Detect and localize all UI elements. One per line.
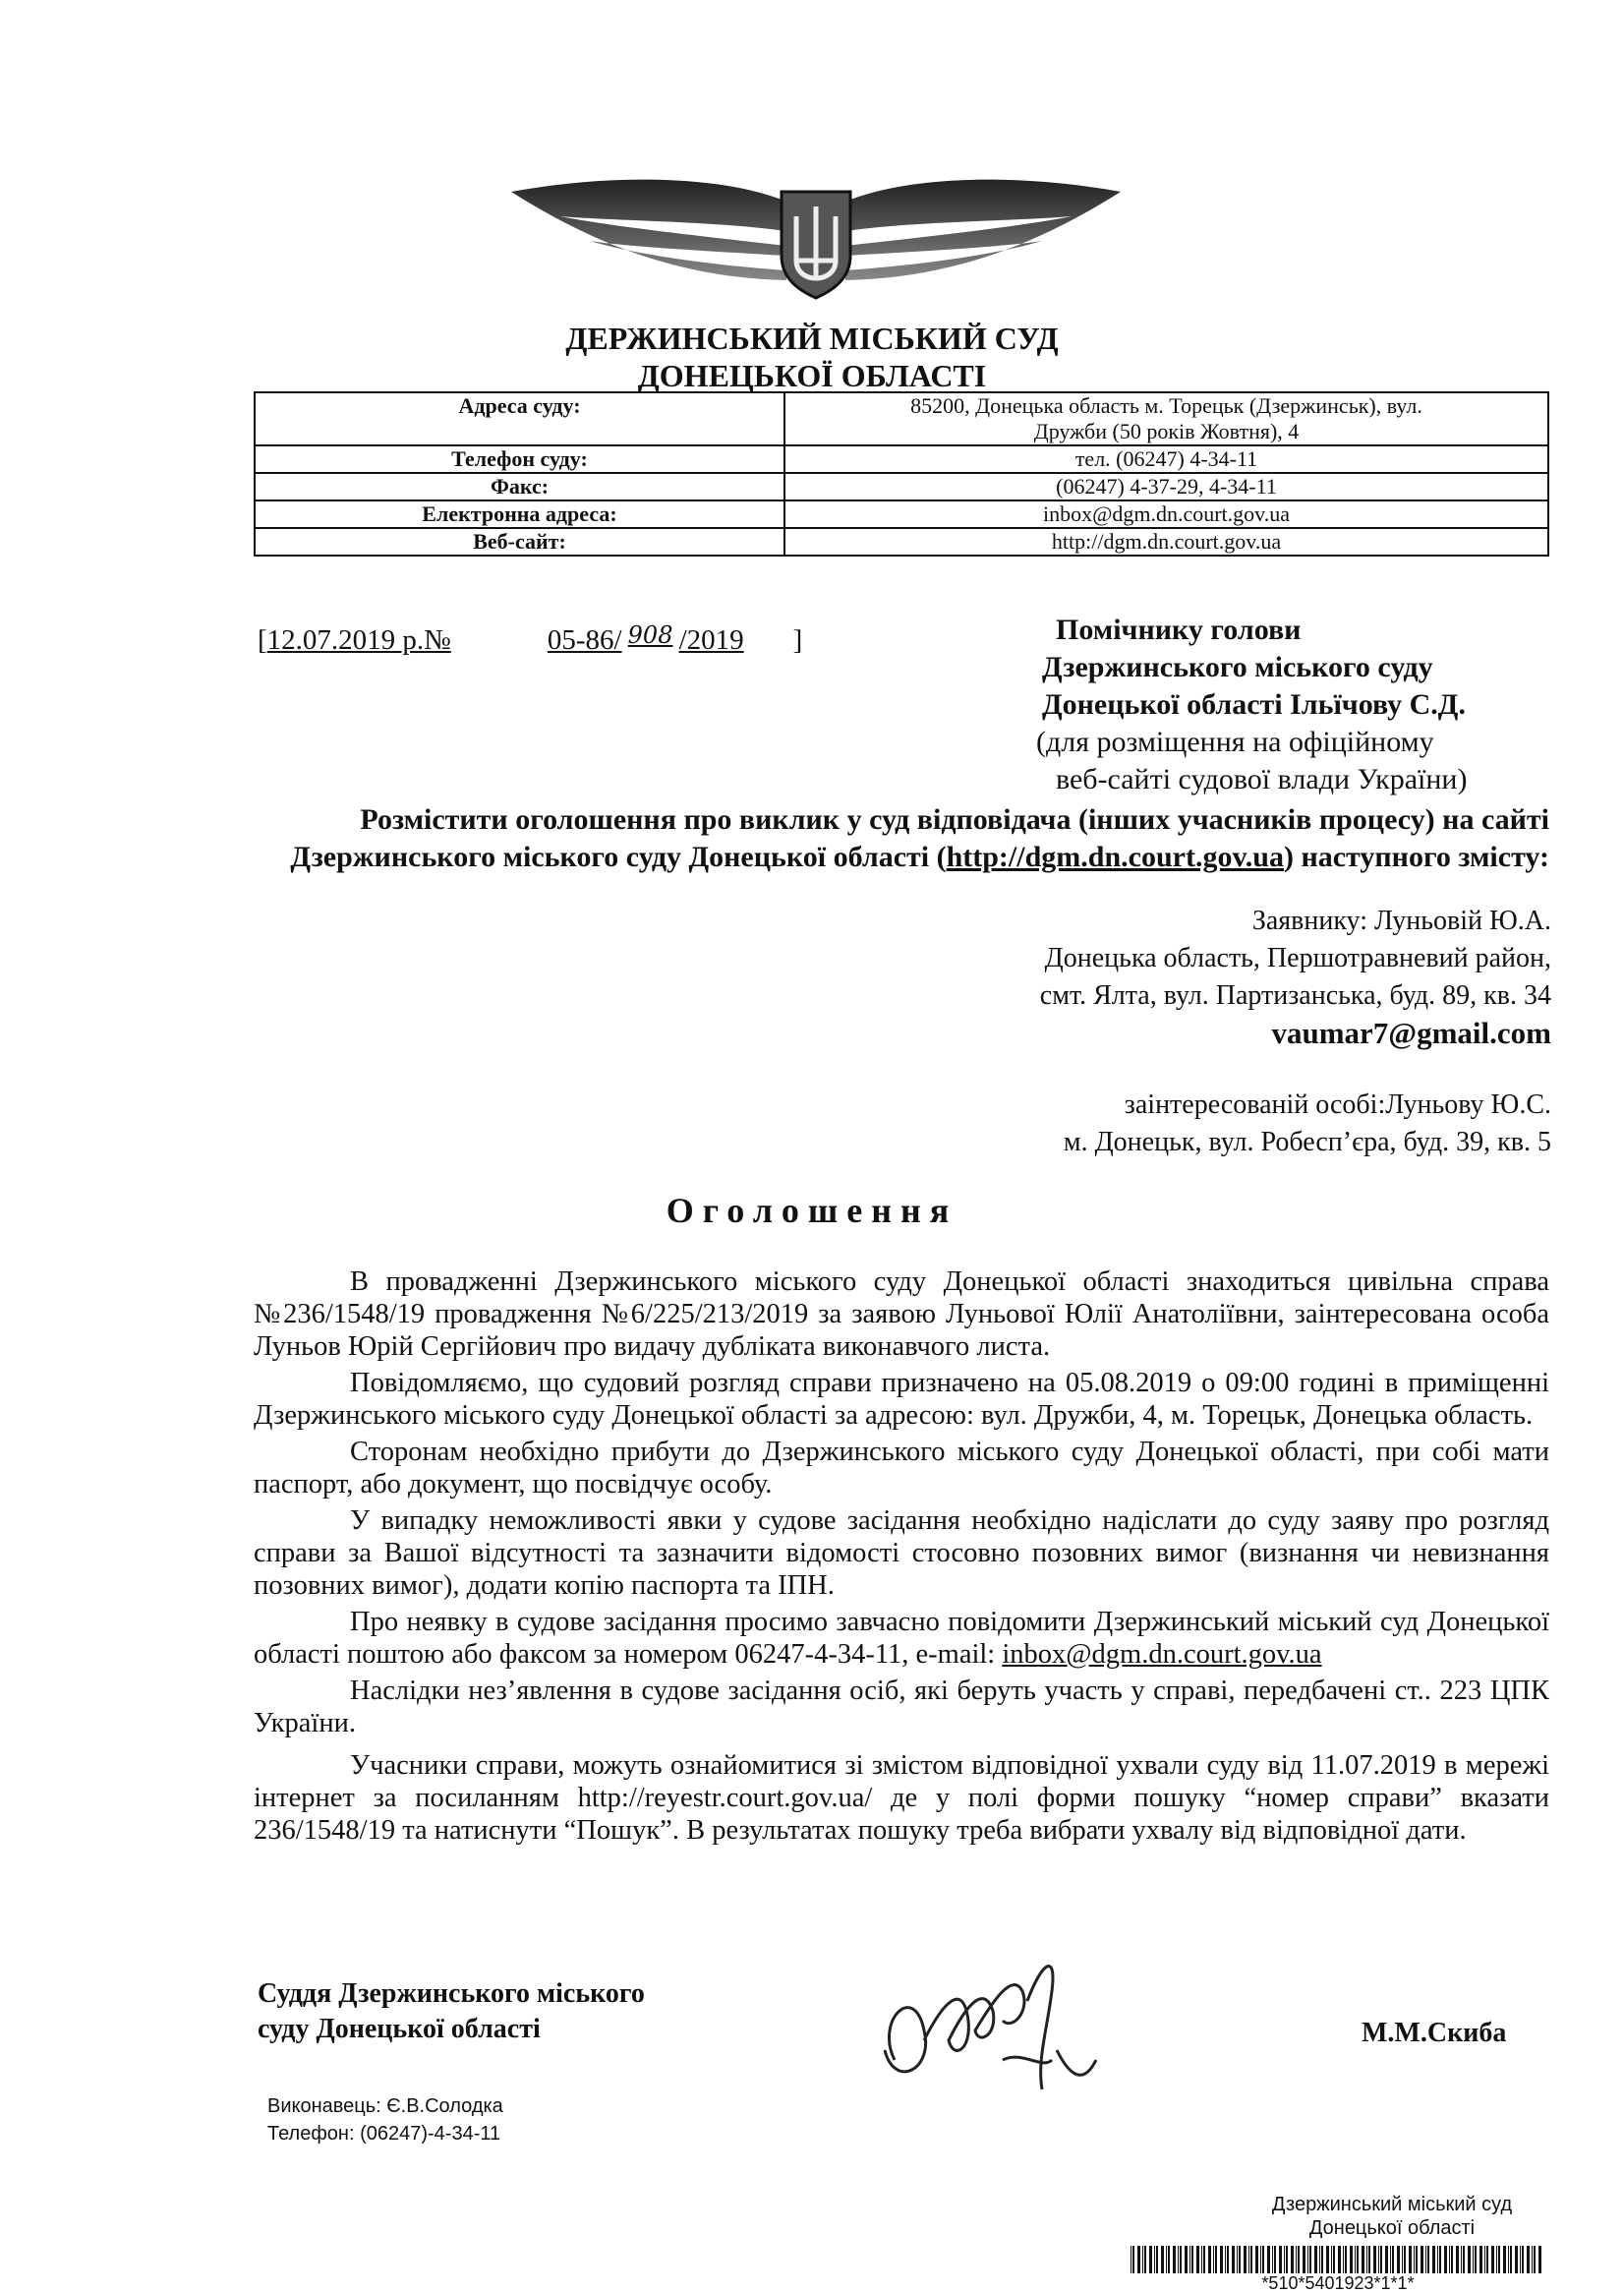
addressee-line3: Донецької області Ільїчову С.Д. <box>1042 688 1466 721</box>
applicant-block <box>1040 903 1551 1052</box>
registration-date: 12.07.2019 р.№ <box>266 624 451 656</box>
body-paragraph-3: Сторонам необхідно прибути до Дзержинського міського суду Донецької області, при собі мати паспорт, або документ, що посвідчує особу. <box>254 1437 1549 1500</box>
addressee-note1: (для розміщення на офіційному <box>1036 726 1434 758</box>
judge-role-line1: Суддя Дзержинського міського <box>258 1978 645 2009</box>
stamp-line2: Донецької області <box>1308 2217 1476 2239</box>
barcode <box>1131 2246 1545 2273</box>
announcement-heading: Оголошення <box>666 1191 958 1230</box>
applicant-line1: Заявнику: Луньовій Ю.А. <box>1251 906 1551 936</box>
phone-value: тел. (06247) 4-34-11 <box>784 445 1548 473</box>
judge-role-line2: суду Донецької області <box>258 2014 541 2044</box>
body-paragraph-5: Про неявку в судове засідання просимо завчасно повідомити Дзержинський міський суд Донецької області поштою або факсом за номером 06247-4-34-11, e-mail: inbox@dgm.dn.court.gov.ua <box>254 1607 1549 1670</box>
executor-block <box>267 2092 503 2147</box>
registration-suffix: /2019 <box>678 624 744 656</box>
applicant-line3: смт. Ялта, вул. Партизанська, буд. 89, кв. 34 <box>1039 980 1551 1011</box>
handwritten-number: 908 <box>627 621 673 649</box>
executor-line2: Телефон: (06247)-4-34-11 <box>267 2123 501 2145</box>
address-value: 85200, Донецька область м. Торецьк (Дзержинськ), вул. Дружби (50 років Жовтня), 4 <box>784 392 1548 445</box>
interested-line1: заінтересованій особі:Луньову Ю.С. <box>1124 1089 1551 1120</box>
interested-line2: м. Донецьк, вул. Робесп’єра, буд. 39, кв. 5 <box>1063 1127 1551 1157</box>
interested-party-block <box>1064 1087 1551 1161</box>
address-label: Адреса суду: <box>255 392 784 445</box>
addressee-block <box>1036 612 1468 798</box>
body-paragraph-6: Наслідки нез’явлення в судове засідання осіб, які беруть участь у справі, передбачені ст.. 223 ЦПК України. <box>254 1676 1549 1738</box>
body-paragraph-4: У випадку неможливості явки у судове засідання необхідно надіслати до суду заяву про розгляд справи за Вашої відсутності та зазначити відомості стосовно позовних вимог (визнання чи невизнання позовних вимог), додати копію паспорта та ІПН. <box>254 1505 1549 1601</box>
applicant-email: vaumar7@gmail.com <box>1271 1016 1551 1050</box>
body-paragraph-1: В провадженні Дзержинського міського суду Донецької області знаходиться цивільна справа №236/1548/19 провадження №6/225/213/2019 за заявою Луньової Юлії Анатоліївни, заінтересована особа Луньов Юрій Сергійович про видачу дубліката виконавчого листа. <box>254 1266 1549 1362</box>
addressee-note2: веб-сайті судової влади України) <box>1056 763 1468 795</box>
judge-title <box>258 1976 645 2047</box>
phone-label: Телефон суду: <box>255 445 784 473</box>
website-value: http://dgm.dn.court.gov.ua <box>784 528 1548 556</box>
addressee-line1: Помічнику голови <box>1056 614 1302 646</box>
barcode-number: *510*5401923*1*1* <box>1261 2273 1415 2293</box>
handwritten-signature <box>855 1942 1111 2129</box>
addressee-line2: Дзержинського міського суду <box>1042 651 1433 683</box>
court-stamp <box>1195 2193 1589 2240</box>
stamp-line1: Дзержинський міський суд <box>1271 2194 1513 2215</box>
registration-prefix: 05-86/ <box>547 624 622 656</box>
court-name-line2: ДОНЕЦЬКОЇ ОБЛАСТІ <box>637 358 987 393</box>
court-emblem <box>501 162 1131 300</box>
judge-name: М.М.Скиба <box>1362 2018 1507 2048</box>
announcement-body <box>254 1265 1549 1851</box>
court-site-link[interactable]: http://dgm.dn.court.gov.ua <box>946 841 1284 873</box>
applicant-line2: Донецька область, Першотравневий район, <box>1044 943 1551 973</box>
email-value: inbox@dgm.dn.court.gov.ua <box>784 500 1548 528</box>
court-info-table <box>254 391 1549 557</box>
court-name-line1: ДЕРЖИНСЬКИЙ МІСЬКИЙ СУД <box>565 321 1059 356</box>
instruction-line1: Розмістити оголошення про виклик у суд відповідача (інших учасників процесу) на сайті <box>360 803 1549 836</box>
registration-line: [12.07.2019 р.№ 05-86/ 908 /2019 ] <box>258 621 803 656</box>
fax-value: (06247) 4-37-29, 4-34-11 <box>784 473 1548 500</box>
executor-line1: Виконавець: Є.В.Солодка <box>267 2095 503 2117</box>
instruction-block <box>254 801 1549 876</box>
body-paragraph-7: Учасники справи, можуть ознайомитися зі змістом відповідної ухвали суду від 11.07.2019 в мережі інтернет за посиланням http://reyestr.court.gov.ua/ де у полі форми пошуку “номер справи” вказати 236/1548/19 та натиснути “Пошук”. В результатах пошуку треба вибрати ухвалу від відповідної дати. <box>254 1750 1549 1846</box>
email-label: Електронна адреса: <box>255 500 784 528</box>
instruction-line2: Дзержинського міського суду Донецької області (http://dgm.dn.court.gov.ua) наступного змісту: <box>290 841 1549 873</box>
fax-label: Факс: <box>255 473 784 500</box>
body-paragraph-2: Повідомляємо, що судовий розгляд справи призначено на 05.08.2019 о 09:00 годині в приміщенні Дзержинського міського суду Донецької області за адресою: вул. Дружби, 4, м. Торецьк, Донецька область. <box>254 1368 1549 1431</box>
court-email-link[interactable]: inbox@dgm.dn.court.gov.ua <box>1002 1639 1322 1670</box>
website-label: Веб-сайт: <box>255 528 784 556</box>
